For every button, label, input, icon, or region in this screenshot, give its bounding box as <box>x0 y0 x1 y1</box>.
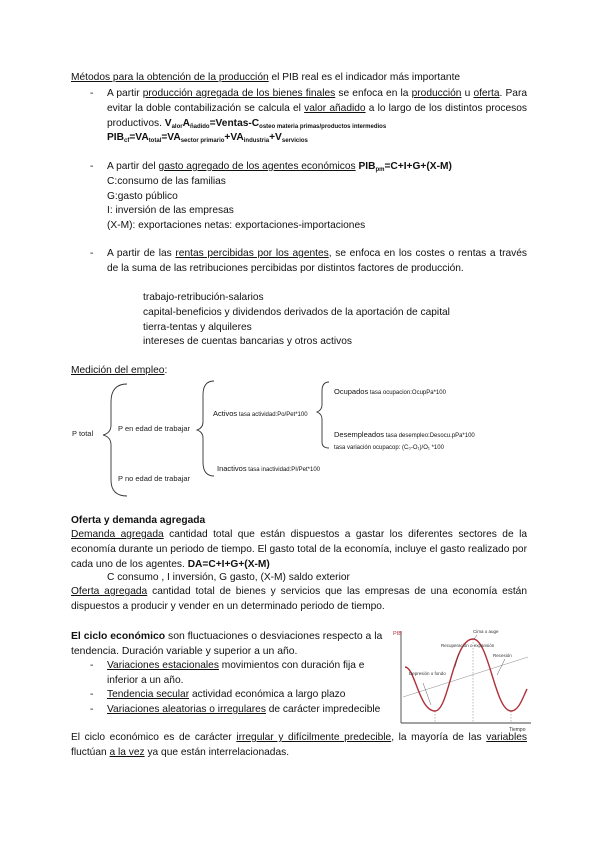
section-production-heading: Métodos para la obtención de la producción el PIB real es el indicador más importante <box>71 72 461 83</box>
bullet-dash: - <box>90 88 94 99</box>
expenditure-line: (X-M): exportaciones netas: exportaciones-importaciones <box>107 220 366 232</box>
bullet-dash: - <box>90 161 94 172</box>
bullet-income-paragraph: A partir de las rentas percibidas por los agentes, se enfoca en los costes o rentas a través de la suma de las retribuciones percibidas por distintos factores de producción. <box>107 248 527 274</box>
value-added-formula: $V_{alor}A_{ñadido}=Ventas-C_{osteo materia primas/productos intermedios}$ <box>164 117 387 130</box>
label-peak: Cima o auge <box>473 629 499 634</box>
label-recession: Recesión <box>493 653 512 658</box>
trend-line <box>403 657 528 697</box>
expenditure-line: I: inversión de las empresas <box>107 205 234 217</box>
production-heading: Métodos para la obtención de la producción <box>71 72 269 83</box>
bullet-dash: - <box>90 689 94 700</box>
bullet-production-paragraph: A partir producción agregada de los bienes finales se enfoca en la producción u oferta. Para evitar la doble contabilización se calcula el valor añadido a lo largo de los distintos procesos productivos. $V_{alor}A_{ñadido}=Ventas-C_{osteo materia primas/productos intermedios}$ $PIB_{cf}=VA_{total}=VA_{sector primario}+VA_{industria}+V_{servicios}$ <box>107 88 528 145</box>
p-total-label: P total <box>72 429 94 438</box>
chart-ylabel: PIB <box>393 631 402 637</box>
income-line: capital-beneficios y dividendos derivados de la aportación de capital <box>143 306 450 318</box>
label-depression: Depresión o fondo <box>409 671 446 676</box>
demand-components: C consumo , I inversión, G gasto, (X-M) saldo exterior <box>107 572 350 583</box>
supply-demand-heading: Oferta y demanda agregada <box>71 515 206 526</box>
variacion-label: tasa variación ocupacop: (C₀-O₁)/O₁ *100 <box>334 445 444 451</box>
activos-label: Activos tasa actividad:Po/Pet*100 <box>213 409 308 418</box>
employment-heading: Medición del empleo: <box>71 365 168 376</box>
inactivos-label: Inactivos tasa inactividad:PI/Pet*100 <box>217 464 320 473</box>
income-line: trabajo-retribución-salarios <box>143 292 264 303</box>
label-recovery: Recuperación o expansión <box>441 643 495 648</box>
brace-activos <box>317 382 329 448</box>
expenditure-line: C:consumo de las familias <box>107 175 226 187</box>
income-line: tierra-tentas y alquileres <box>143 321 252 333</box>
chart-xlabel: Tiempo <box>509 727 526 733</box>
desempleados-label: Desempleados tasa desempleo:Desocu.pPa*100 <box>334 430 475 439</box>
brace-edad <box>197 381 214 476</box>
pib-cf-formula: $PIB_{cf}=VA_{total}=VA_{sector primario}+VA_{industria}+V_{servicios}$ <box>107 132 308 145</box>
cycle-intro: El ciclo económico son fluctuaciones o desviaciones respecto a la tendencia. Duración variable y superior a un año. <box>71 631 383 658</box>
bullet-expenditure-paragraph: A partir del gasto agregado de los agentes económicos $PIB_{pm}=C+I+G+(X-M)$ C:consumo de las familias G:gasto público I: inversión de las empresas (X-M): exportaciones netas: exportaciones-importaciones <box>107 160 525 234</box>
p-non-working-age-label: P no edad de trabajar <box>118 474 191 483</box>
bullet-dash: - <box>90 660 94 671</box>
bullet-dash: - <box>90 704 94 715</box>
expenditure-line: G:gasto público <box>107 190 178 202</box>
cycle-item-random: Variaciones aleatorias o irregulares de carácter impredecible <box>107 704 381 715</box>
cycle-item-seasonal: Variaciones estacionales movimientos con duración fija e inferior a un año. <box>107 660 365 686</box>
demand-paragraph: Demanda agregada cantidad total que están dispuestos a gastar los diferentes sectores de la economía durante un periodo de tiempo. El gasto total de la economía, incluye el gasto realizado por cada uno de los agentes. DA=C+I+G+(X-M) <box>71 529 527 570</box>
cycle-closing-paragraph: El ciclo económico es de carácter irregular y difícilmente predecible, la mayoría de las variables fluctúan a la vez ya que están interrelacionadas. <box>71 732 527 758</box>
arrow-recession <box>497 659 505 675</box>
bullet-dash: - <box>90 248 94 259</box>
ocupados-label: Ocupados tasa ocupacion:OcupPa*100 <box>334 387 446 396</box>
income-line: intereses de cuentas bancarias y otros activos <box>143 336 352 348</box>
arrow-peak <box>474 635 477 639</box>
cycle-item-trend: Tendencia secular actividad económica a largo plazo <box>107 689 346 700</box>
supply-paragraph: Oferta agregada cantidad total de bienes y servicios que las empresas de una economía están dispuestos a producir y vender en un determinado periodo de tiempo. <box>71 586 527 612</box>
business-cycle-chart <box>393 627 533 733</box>
arrow-recovery <box>455 653 459 667</box>
p-working-age-label: P en edad de trabajar <box>118 424 191 433</box>
